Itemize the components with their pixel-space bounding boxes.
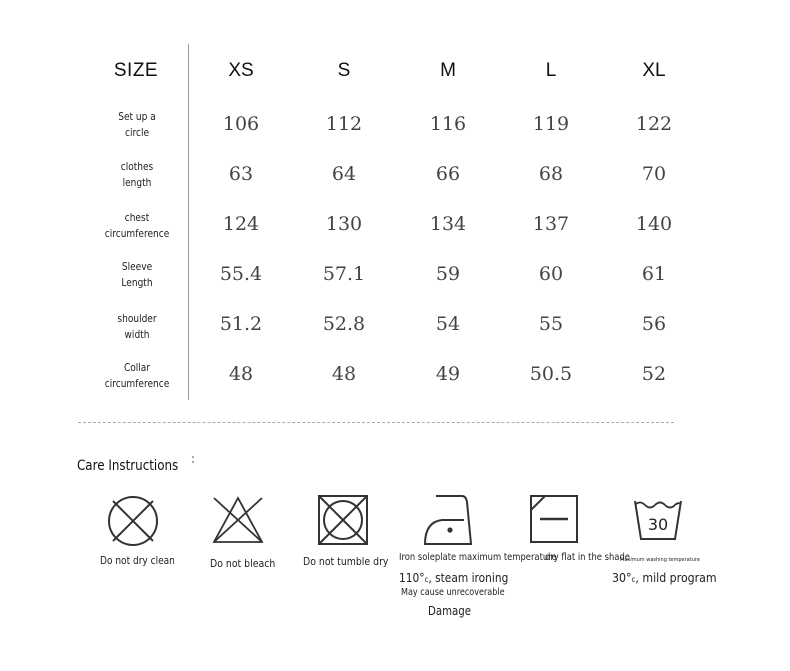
table-cell: 61 xyxy=(641,263,667,285)
no-bleach-icon xyxy=(210,494,266,546)
iron-warning: May cause unrecoverable xyxy=(401,587,505,598)
row-label-line: circle xyxy=(124,127,150,139)
table-cell: 134 xyxy=(429,213,467,235)
row-label-line: shoulder xyxy=(117,313,157,325)
table-cell: 140 xyxy=(635,213,673,235)
wash-temp-unit: c xyxy=(631,575,636,584)
row-label-collar xyxy=(98,360,175,392)
iron-warning-damage: Damage xyxy=(428,604,472,618)
caption-dry-flat-shade: dry flat in the shade xyxy=(545,552,630,563)
row-label-line: circumference xyxy=(104,228,170,240)
row-label-line: Sleeve xyxy=(121,261,153,273)
wash-temp-desc: , mild program xyxy=(635,570,717,585)
table-cell: 59 xyxy=(435,263,461,285)
table-cell: 124 xyxy=(222,213,260,235)
dry-flat-shade-icon xyxy=(529,494,579,544)
table-cell: 68 xyxy=(538,163,564,185)
row-label-sleeve xyxy=(98,259,175,291)
iron-temp-desc: , steam ironing xyxy=(428,570,509,585)
iron-temp-value: 110° xyxy=(399,570,425,585)
size-col-xs: XS xyxy=(228,60,254,81)
table-cell: 63 xyxy=(228,163,254,185)
row-label-clothes-length xyxy=(98,159,175,191)
table-cell: 130 xyxy=(325,213,363,235)
wash-temp xyxy=(612,570,717,585)
row-label-line: chest xyxy=(124,212,150,224)
table-cell: 137 xyxy=(532,213,570,235)
row-label-line: circumference xyxy=(104,378,170,390)
table-divider xyxy=(188,44,189,400)
table-cell: 48 xyxy=(331,363,357,385)
table-cell: 49 xyxy=(435,363,461,385)
no-tumble-dry-icon xyxy=(317,494,369,546)
table-cell: 51.2 xyxy=(219,313,263,335)
iron-temp xyxy=(399,570,508,585)
table-cell: 66 xyxy=(435,163,461,185)
row-label-circle xyxy=(98,109,175,141)
table-cell: 56 xyxy=(641,313,667,335)
caption-no-bleach: Do not bleach xyxy=(210,557,276,570)
wash-temp-number: 30 xyxy=(647,515,669,534)
row-label-shoulder xyxy=(98,311,175,343)
table-cell: 112 xyxy=(325,113,363,135)
no-dry-clean-icon xyxy=(106,494,160,548)
table-cell: 122 xyxy=(635,113,673,135)
table-cell: 119 xyxy=(532,113,570,135)
table-cell: 70 xyxy=(641,163,667,185)
iron-icon xyxy=(422,492,476,548)
caption-no-dry-clean: Do not dry clean xyxy=(100,554,175,567)
wash-temp-value: 30° xyxy=(612,570,632,585)
caption-wash-max-temp: Maximum washing temperature xyxy=(620,557,700,563)
table-cell: 55 xyxy=(538,313,564,335)
care-title: Care Instructions xyxy=(77,458,179,474)
size-col-xl: XL xyxy=(642,60,666,81)
table-cell: 50.5 xyxy=(529,363,573,385)
table-cell: 48 xyxy=(228,363,254,385)
size-col-m: M xyxy=(440,60,456,81)
row-label-line: length xyxy=(122,177,152,189)
row-label-chest xyxy=(98,210,175,242)
row-label-line: Set up a xyxy=(118,111,156,123)
table-cell: 57.1 xyxy=(322,263,366,285)
caption-no-tumble-dry: Do not tumble dry xyxy=(303,555,389,568)
row-label-line: Length xyxy=(121,277,153,289)
iron-temp-unit: c xyxy=(424,575,429,584)
row-label-line: Collar xyxy=(123,362,151,374)
table-cell: 55.4 xyxy=(219,263,263,285)
table-cell: 52 xyxy=(641,363,667,385)
row-label-line: width xyxy=(124,329,150,341)
size-col-l: L xyxy=(545,60,557,81)
table-cell: 60 xyxy=(538,263,564,285)
size-col-s: S xyxy=(337,60,351,81)
wash-30-icon xyxy=(632,495,684,543)
table-cell: 52.8 xyxy=(322,313,366,335)
row-label-line: clothes xyxy=(120,161,154,173)
table-cell: 54 xyxy=(435,313,461,335)
more-dots-icon xyxy=(192,456,195,466)
table-cell: 64 xyxy=(331,163,357,185)
table-cell: 106 xyxy=(222,113,260,135)
caption-iron: Iron soleplate maximum temperature xyxy=(399,552,557,563)
size-header: SIZE xyxy=(113,60,159,81)
table-cell: 116 xyxy=(429,113,467,135)
section-divider xyxy=(78,422,674,423)
